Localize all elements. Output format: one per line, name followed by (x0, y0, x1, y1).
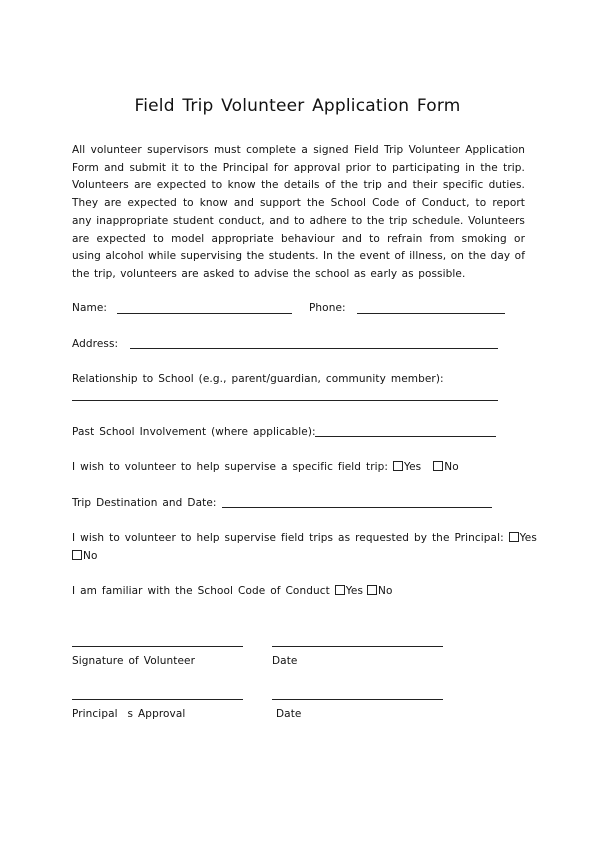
address-field[interactable] (130, 348, 498, 349)
requested-trips-label: I wish to volunteer to help supervise field trips as requested by the Principal: (72, 532, 504, 544)
volunteer-date-field[interactable] (272, 646, 443, 647)
specific-trip-label: I wish to volunteer to help supervise a specific field trip: (72, 461, 389, 473)
code-familiar-label: I am familiar with the School Code of Conduct (72, 585, 330, 597)
no-label: No (83, 550, 98, 562)
phone-field[interactable] (357, 313, 505, 314)
principal-date-label: Date (276, 708, 302, 720)
checkbox-icon[interactable] (393, 461, 403, 471)
principal-date-field[interactable] (272, 699, 443, 700)
checkbox-icon[interactable] (72, 550, 82, 560)
principal-approval-label: Principal s Approval (72, 708, 186, 720)
specific-trip-no-option[interactable] (433, 461, 458, 473)
volunteer-date-label: Date (272, 655, 298, 667)
phone-label: Phone: (309, 302, 346, 314)
intro-paragraph: All volunteer supervisors must complete a signed Field Trip Volunteer Application Form and submit it to the Principal for approval prior to participating in the trip. Volunteers are expected to know the details of the trip and their specific duties. They are expected to know and support the School Code of Conduct, to report any inappropriate student conduct, and to adhere to the trip schedule. Volunteers are expected to model appropriate behaviour and to refrain from smoking or using alcohol while supervising the students. In the event of illness, on the day of the trip, volunteers are asked to advise the school as early as possible. (72, 144, 525, 280)
past-involvement-label: Past School Involvement (where applicable): (72, 426, 316, 438)
requested-trips-row (72, 532, 537, 544)
relationship-field[interactable] (72, 400, 498, 401)
destination-label: Trip Destination and Date: (72, 497, 217, 509)
requested-trips-yes-option[interactable] (509, 532, 537, 544)
yes-label: Yes (404, 461, 422, 473)
destination-field[interactable] (222, 507, 492, 508)
code-familiar-row (72, 585, 393, 597)
relationship-label: Relationship to School (e.g., parent/guardian, community member): (72, 373, 444, 385)
address-label: Address: (72, 338, 119, 350)
specific-trip-row (72, 461, 459, 473)
name-label: Name: (72, 302, 108, 314)
name-field[interactable] (117, 313, 292, 314)
yes-label: Yes (345, 585, 364, 597)
checkbox-icon[interactable] (367, 585, 377, 595)
no-label: No (444, 461, 459, 473)
principal-signature-field[interactable] (72, 699, 243, 700)
code-familiar-no-option[interactable] (367, 585, 392, 597)
past-involvement-field[interactable] (315, 436, 496, 437)
no-label: No (378, 585, 393, 597)
checkbox-icon[interactable] (433, 461, 443, 471)
specific-trip-yes-option[interactable] (393, 461, 421, 473)
volunteer-signature-label: Signature of Volunteer (72, 655, 196, 667)
checkbox-icon[interactable] (509, 532, 519, 542)
yes-label: Yes (519, 532, 537, 544)
volunteer-signature-field[interactable] (72, 646, 243, 647)
checkbox-icon[interactable] (335, 585, 345, 595)
form-title: Field Trip Volunteer Application Form (134, 96, 461, 116)
code-familiar-yes-option[interactable] (335, 585, 363, 597)
requested-trips-no-option[interactable] (72, 550, 97, 562)
requested-trips-no-row (72, 550, 97, 562)
